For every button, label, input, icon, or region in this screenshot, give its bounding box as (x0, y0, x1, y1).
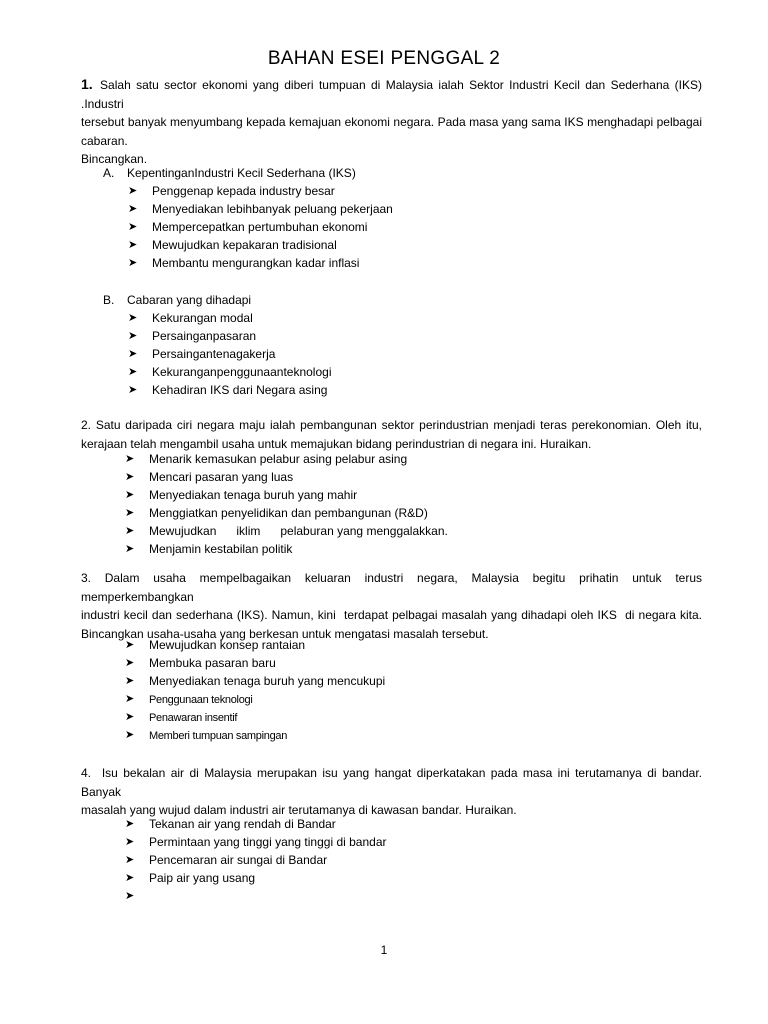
list-item: ➤ Membantu mengurangkan kadar inflasi (128, 256, 360, 270)
page-number: 1 (380, 943, 388, 957)
section-heading: KepentinganIndustri Kecil Sederhana (IKS) (127, 166, 356, 180)
list-item: ➤ Pencemaran air sungai di Bandar (125, 853, 328, 867)
list-item: ➤ Menggiatkan penyelidikan dan pembangunan (R&D) (125, 506, 428, 520)
bullet-arrow-icon: ➤ (125, 693, 135, 705)
q1-section-b-heading (103, 291, 251, 309)
q2-line-1: 2. Satu daripada ciri negara maju ialah pembangunan sektor perindustrian menjadi teras perekonomian. Oleh itu, (81, 418, 702, 432)
list-item: ➤ Mewujudkan kepakaran tradisional (128, 238, 337, 252)
q4-line-2: masalah yang wujud dalam industri air terutamanya di kawasan bandar. Huraikan. (81, 803, 517, 817)
bullet-arrow-icon: ➤ (125, 890, 135, 902)
bullet-arrow-icon: ➤ (125, 818, 135, 830)
list-item: ➤ Persaingantenagakerja (128, 347, 276, 361)
list-item: ➤ Menyediakan tenaga buruh yang mahir (125, 488, 358, 502)
list-item: ➤ Kekurangan modal (128, 311, 253, 325)
list-item (125, 887, 387, 905)
bullet-arrow-icon: ➤ (128, 203, 138, 215)
list-item: ➤ Menjamin kestabilan politik (125, 542, 293, 556)
bullet-arrow-icon: ➤ (125, 525, 135, 537)
q3-line-3: Bincangkan usaha-usaha yang berkesan untuk mengatasi masalah tersebut. (81, 626, 489, 641)
section-letter: B. (103, 293, 115, 307)
q2-line-2: kerajaan telah mengambil usaha untuk memajukan bidang perindustrian di negara ini. Huraikan. (81, 436, 592, 451)
q1-section-a-heading (103, 164, 356, 182)
bullet-arrow-icon: ➤ (125, 872, 135, 884)
question-4 (81, 764, 706, 820)
bullet-arrow-icon: ➤ (128, 330, 138, 342)
q3-line-1: 3. Dalam usaha mempelbagaikan keluaran industri negara, Malaysia begitu prihatin untuk terus memperkembangkan (81, 571, 702, 604)
list-item: ➤ Membuka pasaran baru (125, 656, 276, 670)
q1-line-1: 1. Salah satu sector ekonomi yang diberi tumpuan di Malaysia ialah Sektor Industri Kecil dan Sederhana (IKS) .Industri (81, 76, 702, 111)
list-item: ➤ Persainganpasaran (128, 329, 257, 343)
list-item: ➤ Tekanan air yang rendah di Bandar (125, 817, 336, 831)
bullet-arrow-icon: ➤ (125, 639, 135, 651)
bullet-arrow-icon: ➤ (125, 675, 135, 687)
list-item: ➤ Paip air yang usang (125, 871, 256, 885)
q1-section-a-list (128, 182, 393, 272)
bullet-arrow-icon: ➤ (125, 729, 135, 741)
list-item: ➤ Menyediakan lebihbanyak peluang pekerjaan (128, 202, 393, 216)
bullet-arrow-icon: ➤ (125, 471, 135, 483)
list-item: ➤ Mempercepatkan pertumbuhan ekonomi (128, 220, 368, 234)
bullet-arrow-icon: ➤ (125, 453, 135, 465)
list-item: ➤ Kekuranganpenggunaanteknologi (128, 365, 332, 379)
list-item: ➤ Permintaan yang tinggi yang tinggi di bandar (125, 835, 387, 849)
bullet-arrow-icon: ➤ (128, 366, 138, 378)
list-item: ➤ Kehadiran IKS dari Negara asing (128, 383, 328, 397)
q1-line-3: cabaran. (81, 133, 128, 148)
list-item: ➤ Penggunaan teknologi (125, 690, 385, 708)
section-letter: A. (103, 166, 115, 180)
bullet-arrow-icon: ➤ (128, 185, 138, 197)
bullet-arrow-icon: ➤ (128, 384, 138, 396)
section-heading: Cabaran yang dihadapi (127, 293, 252, 307)
list-item: ➤ Mencari pasaran yang luas (125, 470, 294, 484)
q4-line-1: 4. Isu bekalan air di Malaysia merupakan isu yang hangat diperkatakan pada masa ini terutamanya di bandar. Banyak (81, 766, 706, 799)
q1-line-4: Bincangkan. (81, 152, 148, 166)
bullet-arrow-icon: ➤ (125, 507, 135, 519)
page-title: BAHAN ESEI PENGGAL 2 (267, 48, 501, 69)
list-item: ➤ Penggenap kepada industry besar (128, 184, 335, 198)
bullet-arrow-icon: ➤ (128, 312, 138, 324)
list-item: ➤ Mewujudkan iklim pelaburan yang menggalakkan. (125, 524, 448, 538)
bullet-arrow-icon: ➤ (125, 854, 135, 866)
bullet-arrow-icon: ➤ (125, 836, 135, 848)
bullet-arrow-icon: ➤ (128, 221, 138, 233)
bullet-arrow-icon: ➤ (125, 543, 135, 555)
list-item: ➤ Menarik kemasukan pelabur asing pelabur asing (125, 452, 408, 466)
bullet-arrow-icon: ➤ (128, 239, 138, 251)
q2-list (125, 450, 448, 558)
bullet-arrow-icon: ➤ (125, 657, 135, 669)
q4-list (125, 815, 387, 905)
question-2 (81, 416, 702, 453)
q1-section-b-list (128, 309, 332, 399)
list-item: ➤ Memberi tumpuan sampingan (125, 726, 385, 744)
list-item: ➤ Menyediakan tenaga buruh yang mencukupi (125, 674, 386, 688)
q3-list (125, 636, 385, 744)
question-3 (81, 569, 702, 643)
bullet-arrow-icon: ➤ (125, 711, 135, 723)
question-1 (81, 75, 702, 169)
list-item: ➤ Penawaran insentif (125, 708, 385, 726)
list-item: ➤ Mewujudkan konsep rantaian (125, 638, 306, 652)
q1-line-2: tersebut banyak menyumbang kepada kemajuan ekonomi negara. Pada masa yang sama IKS menghadapi pelbagai (81, 115, 702, 129)
bullet-arrow-icon: ➤ (125, 489, 135, 501)
q1-number: 1. (81, 76, 93, 92)
bullet-arrow-icon: ➤ (128, 348, 138, 360)
q3-line-2: industri kecil dan sederhana (IKS). Namun, kini terdapat pelbagai masalah yang dihadapi oleh IKS di negara kita. (81, 608, 702, 622)
bullet-arrow-icon: ➤ (128, 257, 138, 269)
